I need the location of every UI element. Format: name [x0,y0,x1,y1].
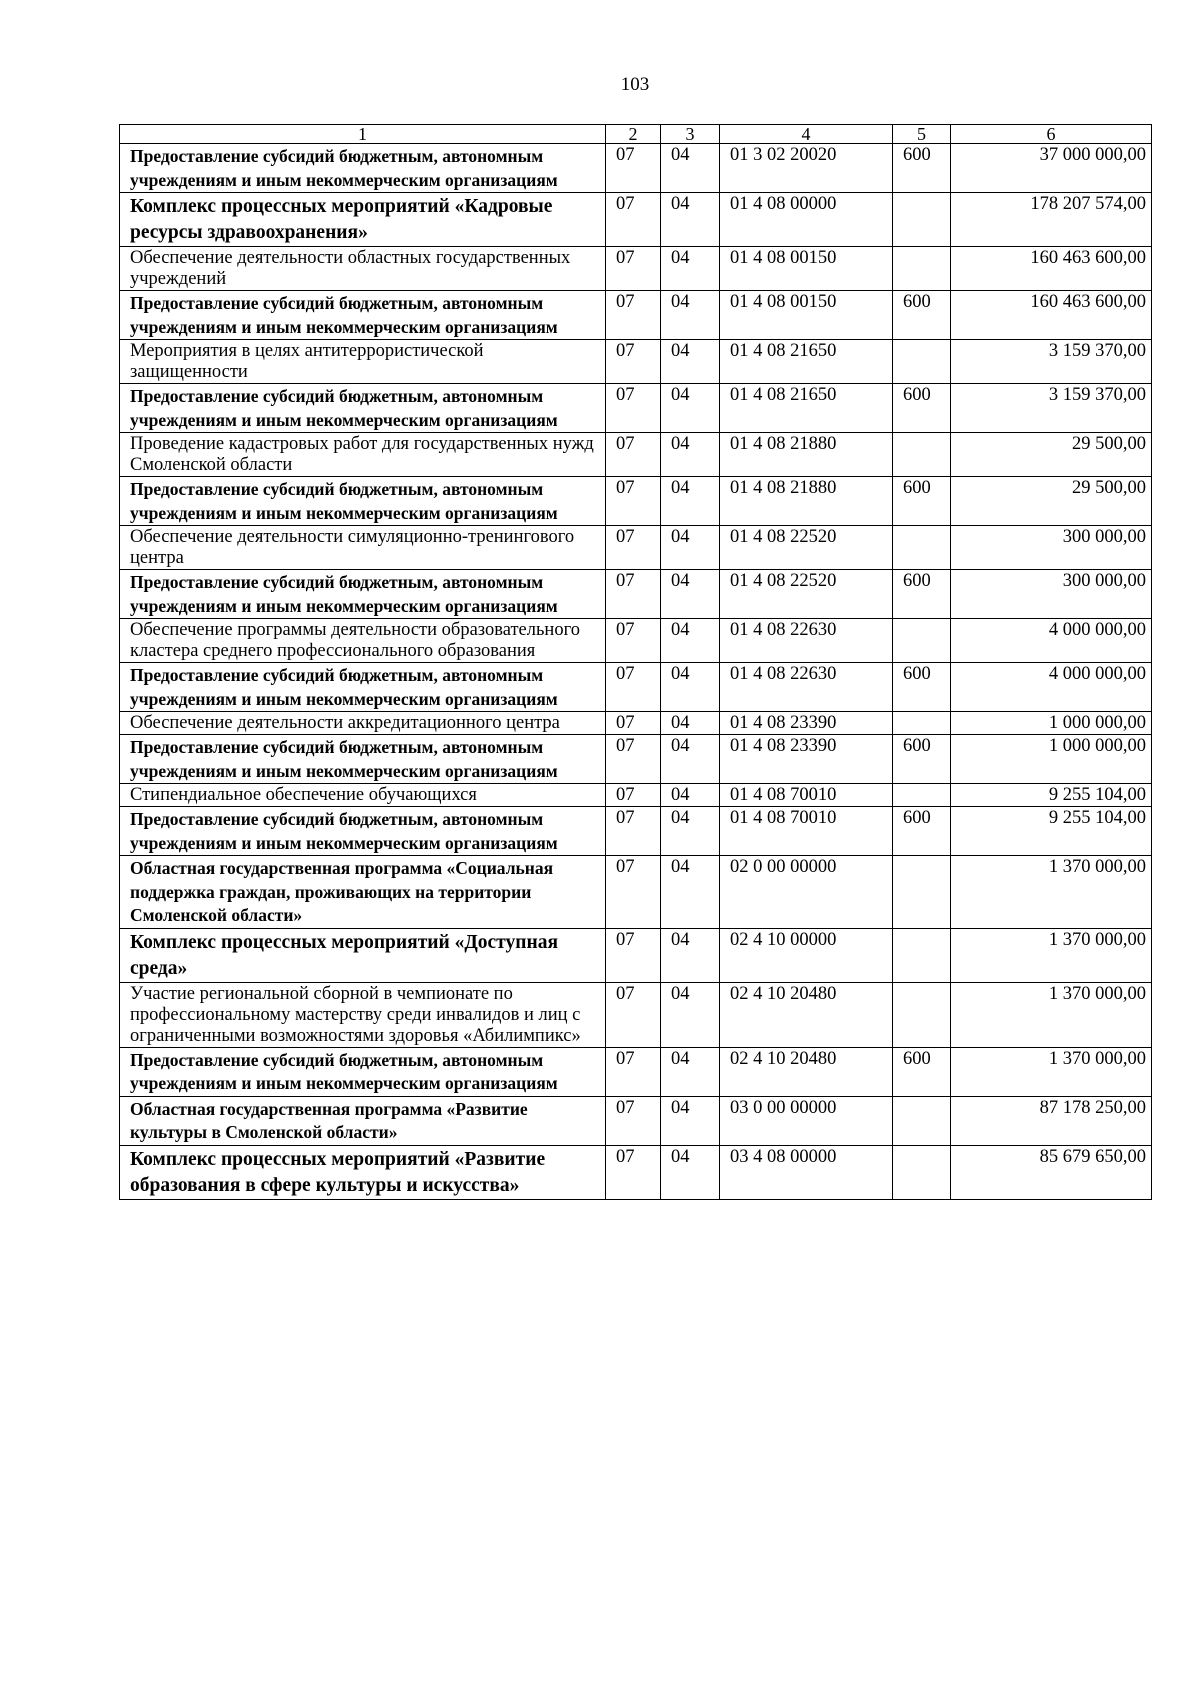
row-subsection: 04 [661,928,720,982]
row-expense-type [893,193,951,247]
row-name: Предоставление субсидий бюджетным, автономным учреждениям и иным некоммерческим организациям [120,144,606,193]
row-subsection: 04 [661,712,720,735]
row-amount: 3 159 370,00 [951,340,1152,384]
row-name: Предоставление субсидий бюджетным, автономным учреждениям и иным некоммерческим организациям [120,291,606,340]
table-body [120,144,1152,1200]
row-expense-type: 600 [893,663,951,712]
row-amount: 1 370 000,00 [951,982,1152,1047]
row-target-article: 01 4 08 00000 [720,193,893,247]
table-row [120,526,1152,570]
table-row [120,735,1152,784]
row-expense-type [893,340,951,384]
row-section: 07 [606,807,661,856]
row-expense-type [893,247,951,291]
row-name: Предоставление субсидий бюджетным, автономным учреждениям и иным некоммерческим организациям [120,663,606,712]
row-target-article: 01 4 08 22630 [720,619,893,663]
row-amount: 85 679 650,00 [951,1145,1152,1199]
row-amount: 37 000 000,00 [951,144,1152,193]
row-target-article: 02 0 00 00000 [720,856,893,929]
row-amount: 1 370 000,00 [951,1047,1152,1096]
row-target-article: 01 4 08 21880 [720,433,893,477]
row-expense-type: 600 [893,477,951,526]
table-row [120,784,1152,807]
row-subsection: 04 [661,807,720,856]
table-row [120,619,1152,663]
column-header-section: 2 [606,125,661,144]
table-row [120,928,1152,982]
row-section: 07 [606,784,661,807]
row-name: Предоставление субсидий бюджетным, автономным учреждениям и иным некоммерческим организациям [120,570,606,619]
row-name: Обеспечение деятельности областных государственных учреждений [120,247,606,291]
row-target-article: 01 4 08 22630 [720,663,893,712]
row-subsection: 04 [661,291,720,340]
row-expense-type [893,712,951,735]
row-expense-type [893,784,951,807]
column-header-target-article: 4 [720,125,893,144]
row-amount: 29 500,00 [951,477,1152,526]
row-target-article: 01 4 08 70010 [720,807,893,856]
row-target-article: 01 4 08 21880 [720,477,893,526]
table-row [120,807,1152,856]
row-expense-type: 600 [893,1047,951,1096]
row-expense-type [893,1145,951,1199]
row-amount: 178 207 574,00 [951,193,1152,247]
row-name: Стипендиальное обеспечение обучающихся [120,784,606,807]
column-header-subsection: 3 [661,125,720,144]
row-section: 07 [606,193,661,247]
row-name: Комплекс процессных мероприятий «Кадровые ресурсы здравоохранения» [120,193,606,247]
row-target-article: 01 4 08 23390 [720,735,893,784]
table-row [120,144,1152,193]
row-expense-type: 600 [893,384,951,433]
row-amount: 300 000,00 [951,526,1152,570]
table-header-row [120,125,1152,144]
row-name: Участие региональной сборной в чемпионате по профессиональному мастерству среди инвалидов и лиц с ограниченными возможностями здоровья «Абилимпикс» [120,982,606,1047]
row-section: 07 [606,291,661,340]
row-subsection: 04 [661,982,720,1047]
column-header-amount: 6 [951,125,1152,144]
table-row [120,982,1152,1047]
row-amount: 160 463 600,00 [951,247,1152,291]
row-name: Предоставление субсидий бюджетным, автономным учреждениям и иным некоммерческим организациям [120,735,606,784]
row-subsection: 04 [661,477,720,526]
row-target-article: 01 4 08 70010 [720,784,893,807]
row-subsection: 04 [661,1145,720,1199]
row-expense-type: 600 [893,807,951,856]
row-subsection: 04 [661,1096,720,1145]
row-subsection: 04 [661,735,720,784]
row-amount: 1 000 000,00 [951,735,1152,784]
row-subsection: 04 [661,570,720,619]
table-row [120,193,1152,247]
row-subsection: 04 [661,340,720,384]
row-amount: 9 255 104,00 [951,807,1152,856]
row-target-article: 02 4 10 20480 [720,1047,893,1096]
table-row [120,1047,1152,1096]
row-target-article: 01 4 08 00150 [720,291,893,340]
row-target-article: 01 4 08 23390 [720,712,893,735]
row-subsection: 04 [661,619,720,663]
row-section: 07 [606,433,661,477]
row-section: 07 [606,1096,661,1145]
row-target-article: 01 4 08 21650 [720,340,893,384]
column-header-name: 1 [120,125,606,144]
table-row [120,384,1152,433]
budget-table [119,124,1152,1200]
row-name: Проведение кадастровых работ для государственных нужд Смоленской области [120,433,606,477]
row-target-article: 01 3 02 20020 [720,144,893,193]
row-target-article: 01 4 08 22520 [720,570,893,619]
row-amount: 1 370 000,00 [951,856,1152,929]
row-expense-type [893,619,951,663]
row-subsection: 04 [661,856,720,929]
row-section: 07 [606,735,661,784]
row-name: Областная государственная программа «Социальная поддержка граждан, проживающих на территории Смоленской области» [120,856,606,929]
row-subsection: 04 [661,663,720,712]
row-expense-type: 600 [893,144,951,193]
row-target-article: 02 4 10 00000 [720,928,893,982]
row-amount: 1 000 000,00 [951,712,1152,735]
row-section: 07 [606,1145,661,1199]
row-amount: 1 370 000,00 [951,928,1152,982]
table-row [120,712,1152,735]
row-expense-type [893,928,951,982]
row-target-article: 02 4 10 20480 [720,982,893,1047]
row-section: 07 [606,856,661,929]
row-target-article: 01 4 08 22520 [720,526,893,570]
row-amount: 87 178 250,00 [951,1096,1152,1145]
row-section: 07 [606,712,661,735]
row-subsection: 04 [661,384,720,433]
row-section: 07 [606,340,661,384]
row-subsection: 04 [661,144,720,193]
row-section: 07 [606,477,661,526]
row-expense-type: 600 [893,570,951,619]
row-section: 07 [606,570,661,619]
row-section: 07 [606,1047,661,1096]
row-amount: 29 500,00 [951,433,1152,477]
row-name: Предоставление субсидий бюджетным, автономным учреждениям и иным некоммерческим организациям [120,384,606,433]
row-section: 07 [606,144,661,193]
row-section: 07 [606,982,661,1047]
row-expense-type [893,856,951,929]
row-name: Мероприятия в целях антитеррористической защищенности [120,340,606,384]
table-row [120,340,1152,384]
row-amount: 300 000,00 [951,570,1152,619]
table-row [120,856,1152,929]
row-amount: 4 000 000,00 [951,663,1152,712]
row-subsection: 04 [661,247,720,291]
row-expense-type [893,526,951,570]
table-row [120,477,1152,526]
row-section: 07 [606,619,661,663]
row-name: Предоставление субсидий бюджетным, автономным учреждениям и иным некоммерческим организациям [120,477,606,526]
row-amount: 160 463 600,00 [951,291,1152,340]
table-row [120,433,1152,477]
row-amount: 9 255 104,00 [951,784,1152,807]
row-subsection: 04 [661,526,720,570]
row-expense-type [893,982,951,1047]
row-target-article: 03 0 00 00000 [720,1096,893,1145]
row-name: Областная государственная программа «Развитие культуры в Смоленской области» [120,1096,606,1145]
row-name: Обеспечение деятельности аккредитационного центра [120,712,606,735]
row-subsection: 04 [661,433,720,477]
row-target-article: 01 4 08 21650 [720,384,893,433]
row-section: 07 [606,928,661,982]
page-number: 103 [620,74,650,95]
row-section: 07 [606,663,661,712]
row-target-article: 03 4 08 00000 [720,1145,893,1199]
table-row [120,1096,1152,1145]
row-expense-type: 600 [893,291,951,340]
row-name: Комплекс процессных мероприятий «Развитие образования в сфере культуры и искусства» [120,1145,606,1199]
row-expense-type [893,433,951,477]
row-subsection: 04 [661,193,720,247]
row-amount: 3 159 370,00 [951,384,1152,433]
row-expense-type: 600 [893,735,951,784]
row-section: 07 [606,526,661,570]
row-name: Предоставление субсидий бюджетным, автономным учреждениям и иным некоммерческим организациям [120,1047,606,1096]
table-row [120,1145,1152,1199]
row-target-article: 01 4 08 00150 [720,247,893,291]
row-section: 07 [606,247,661,291]
row-section: 07 [606,384,661,433]
row-subsection: 04 [661,1047,720,1096]
table-row [120,663,1152,712]
table-row [120,291,1152,340]
row-expense-type [893,1096,951,1145]
row-name: Комплекс процессных мероприятий «Доступная среда» [120,928,606,982]
table-row [120,247,1152,291]
table-row [120,570,1152,619]
row-name: Предоставление субсидий бюджетным, автономным учреждениям и иным некоммерческим организациям [120,807,606,856]
row-amount: 4 000 000,00 [951,619,1152,663]
row-name: Обеспечение деятельности симуляционно-тренингового центра [120,526,606,570]
column-header-expense-type: 5 [893,125,951,144]
row-subsection: 04 [661,784,720,807]
row-name: Обеспечение программы деятельности образовательного кластера среднего профессионального образования [120,619,606,663]
